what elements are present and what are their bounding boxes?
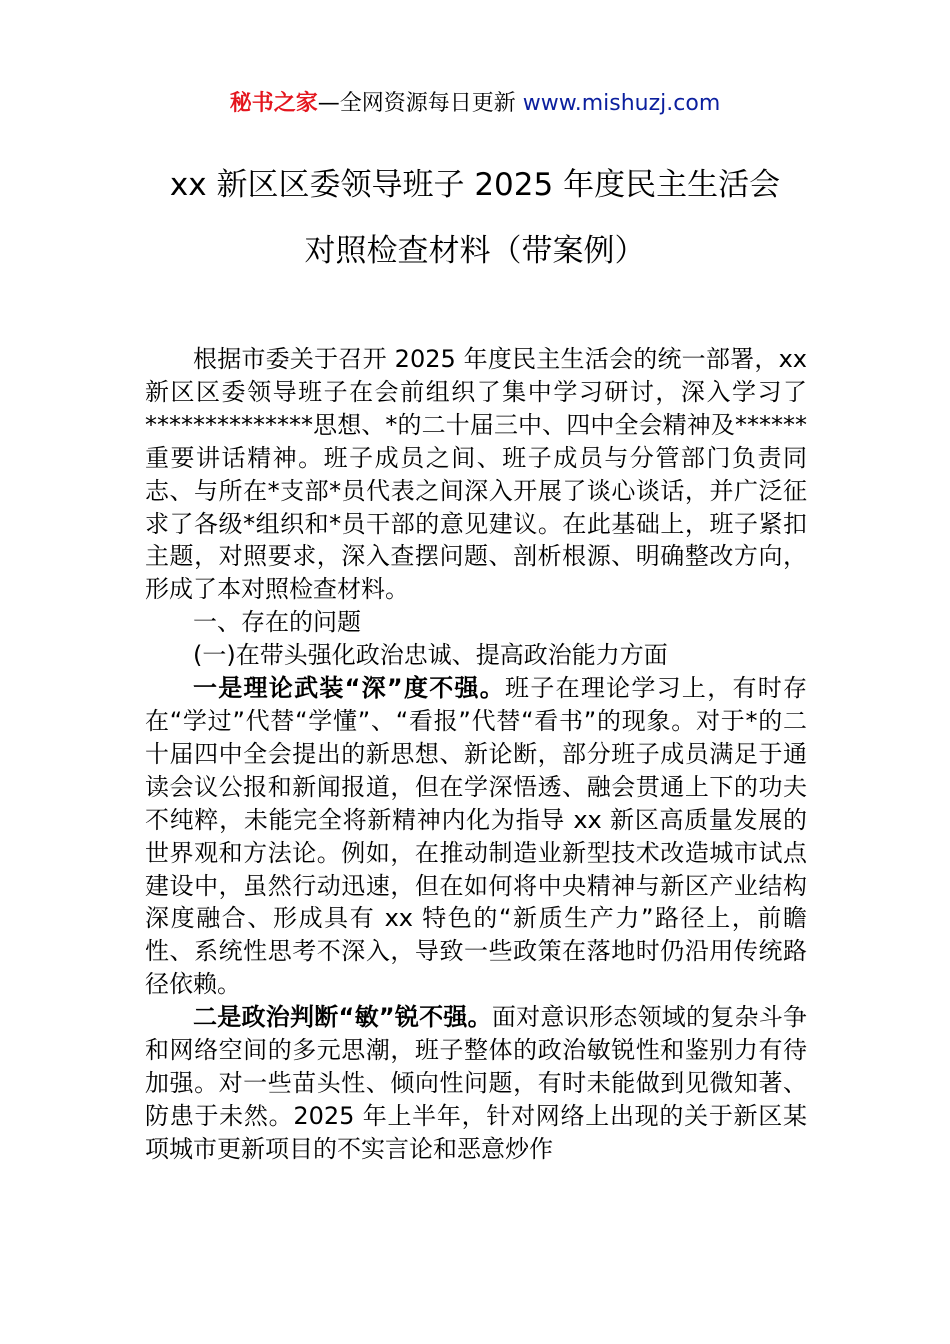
subsection-heading-political: (一)在带头强化政治忠诚、提高政治能力方面 <box>193 641 668 670</box>
document-title-line-2: 对照检查材料（带案例） <box>304 233 646 269</box>
point-two-text: 面对意识形态领域的复杂斗争和网络空间的多元思潮，班子整体的政治敏锐性和鉴别力有待加强。对一些苗头性、倾向性问题，有时未能做到见微知著、防患于未然。2025 年上半年，针对网络上出现的关于新区某项城市更新项目的不实言论和恶意炒作 <box>145 1003 808 1163</box>
point-two-heading: 二是政治判断“敏”锐不强。 <box>193 1003 492 1032</box>
brand-name: 秘书之家 <box>229 91 318 116</box>
site-url: www.mishuzj.com <box>522 91 721 116</box>
point-two-paragraph <box>145 1001 807 1166</box>
site-banner <box>0 88 950 120</box>
document-body <box>145 343 807 1166</box>
section-heading-problems: 一、存在的问题 <box>193 608 361 637</box>
banner-tagline: —全网资源每日更新 <box>317 91 523 116</box>
intro-paragraph: 根据市委关于召开 2025 年度民主生活会的统一部署，xx 新区区委领导班子在会前组织了集中学习研讨，深入学习了**************思想、*的二十届三中、四中全会精神及******重要讲话精神。班子成员之间、班子成员与分管部门负责同志、与所在*支部*员代表之间深入开展了谈心谈话，并广泛征求了各级*组织和*员干部的意见建议。在此基础上，班子紧扣主题，对照要求，深入查摆问题、剖析根源、明确整改方向，形成了本对照检查材料。 <box>145 345 807 604</box>
point-one-paragraph <box>145 672 807 1001</box>
point-one-heading: 一是理论武装“深”度不强。 <box>193 674 506 703</box>
point-one-text: 班子在理论学习上，有时存在“学过”代替“学懂”、“看报”代替“看书”的现象。对于*的二十届四中全会提出的新思想、新论断，部分班子成员满足于通读会议公报和新闻报道，但在学深悟透、融会贯通上下的功夫不纯粹，未能完全将新精神内化为指导 xx 新区高质量发展的世界观和方法论。例如，在推动制造业新型技术改造城市试点建设中，虽然行动迅速，但在如何将中央精神与新区产业结构深度融合、形成具有 xx 特色的“新质生产力”路径上，前瞻性、系统性思考不深入，导致一些政策在落地时仍沿用传统路径依赖。 <box>145 674 808 999</box>
document-title-line-1: xx 新区区委领导班子 2025 年度民主生活会 <box>169 167 781 203</box>
